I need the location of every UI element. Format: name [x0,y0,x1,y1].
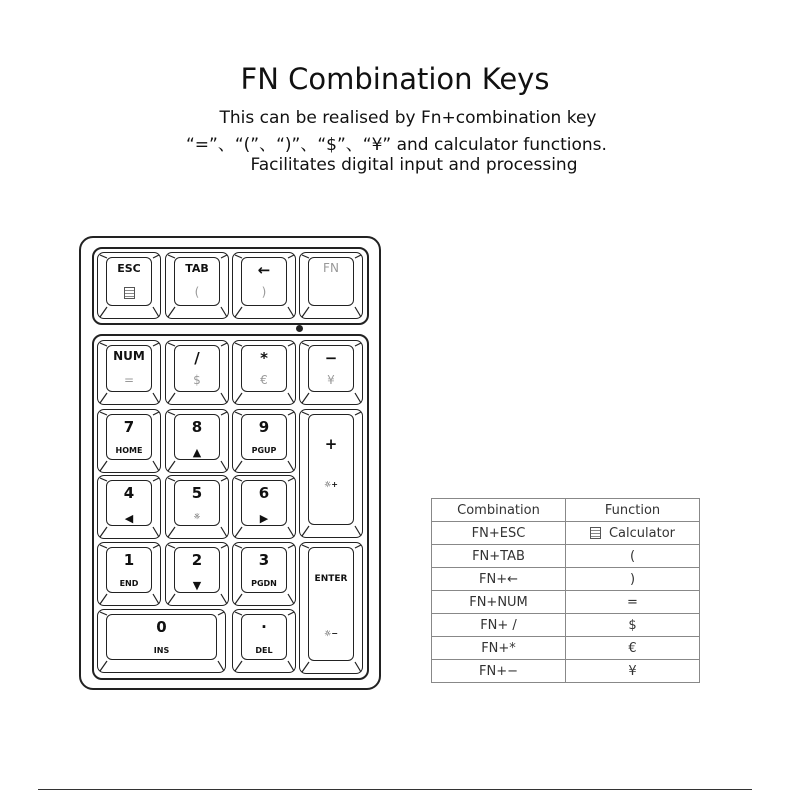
key-label: 5 [191,484,203,502]
combo-cell: FN+TAB [432,545,566,568]
key-secondary-label: ▼ [192,579,202,592]
key-secondary-label: = [123,373,135,387]
key-label: 2 [191,551,203,569]
function-cell: ( [566,545,700,568]
key-label: 7 [123,418,135,436]
key-secondary-label: DEL [255,646,273,655]
key-secondary-label: ) [261,285,267,299]
key-tab[interactable] [165,252,229,319]
key-3[interactable] [232,542,296,606]
key-label: FN [323,261,339,275]
indicator-light [296,325,303,332]
key-label: * [260,349,268,367]
calculator-icon [590,527,601,539]
key-num[interactable] [97,340,161,405]
combo-cell: FN+* [432,637,566,660]
combo-cell: FN+NUM [432,591,566,614]
key-secondary-label: ▶ [259,512,269,525]
key-5[interactable] [165,475,229,539]
key-←[interactable] [232,252,296,319]
key-secondary-label: ☼− [324,629,338,638]
key-secondary-label: $ [193,373,201,387]
key-label: 3 [258,551,270,569]
function-cell: ) [566,568,700,591]
function-cell: $ [566,614,700,637]
key-−[interactable] [299,340,363,405]
key-label: 8 [191,418,203,436]
key-esc[interactable] [97,252,161,319]
key-label: ESC [117,262,141,275]
description-line-2: “=”、“(”、“)”、“$”、“¥” and calculator functions. [186,135,607,155]
key-8[interactable] [165,409,229,473]
function-text: Calculator [608,525,675,541]
combination-table [431,498,700,683]
key-label: − [324,349,338,367]
key-secondary-label: ( [194,285,200,299]
key-label: 1 [123,551,135,569]
function-cell: ¥ [566,660,700,683]
function-cell: = [566,591,700,614]
key-secondary-label: ☼ [193,512,201,521]
key-secondary-label: ☼+ [324,479,338,489]
key-secondary-label: ¥ [327,373,335,387]
calculator-icon [124,287,135,299]
key-secondary-label: € [260,373,268,387]
key-2[interactable] [165,542,229,606]
function-cell: € [566,637,700,660]
key-secondary-label: PGUP [251,446,277,455]
combo-cell: FN+← [432,568,566,591]
description-line-1: This can be realised by Fn+combination key [219,108,597,128]
key-enter[interactable] [299,542,363,674]
key-1[interactable] [97,542,161,606]
key-secondary-label: HOME [115,446,143,455]
key-secondary-label: ▲ [192,446,202,459]
keycap-top [308,414,354,525]
key-label: 0 [156,618,167,636]
key-*[interactable] [232,340,296,405]
key-label: NUM [113,349,145,363]
key-fn[interactable] [299,252,363,319]
description-line-3: Facilitates digital input and processing [250,155,578,175]
key-secondary-label: PGDN [251,579,277,588]
combo-cell: FN+− [432,660,566,683]
function-cell [566,522,700,545]
key-+[interactable] [299,409,363,538]
header-function: Function [566,499,700,522]
key-secondary-label [98,285,160,299]
key-label: 6 [258,484,270,502]
key-label: 9 [258,418,270,436]
keycap-top [308,547,354,661]
combo-cell: FN+ / [432,614,566,637]
page-title: FN Combination Keys [240,62,550,96]
key-label: ← [257,261,271,279]
key-label: / [194,349,200,367]
key-0[interactable] [97,609,226,673]
key-/[interactable] [165,340,229,405]
header-combination: Combination [432,499,566,522]
key-label: TAB [185,262,209,275]
key-label: + [324,434,338,453]
key-label: ENTER [314,574,348,584]
key-9[interactable] [232,409,296,473]
combo-cell: FN+ESC [432,522,566,545]
key-label: 4 [123,484,135,502]
key-secondary-label: END [119,579,139,588]
key-4[interactable] [97,475,161,539]
key-label: · [261,618,267,636]
key-secondary-label: ◀ [124,512,134,525]
key-7[interactable] [97,409,161,473]
key-6[interactable] [232,475,296,539]
key-secondary-label: INS [153,646,170,655]
key-dot[interactable] [232,609,296,673]
